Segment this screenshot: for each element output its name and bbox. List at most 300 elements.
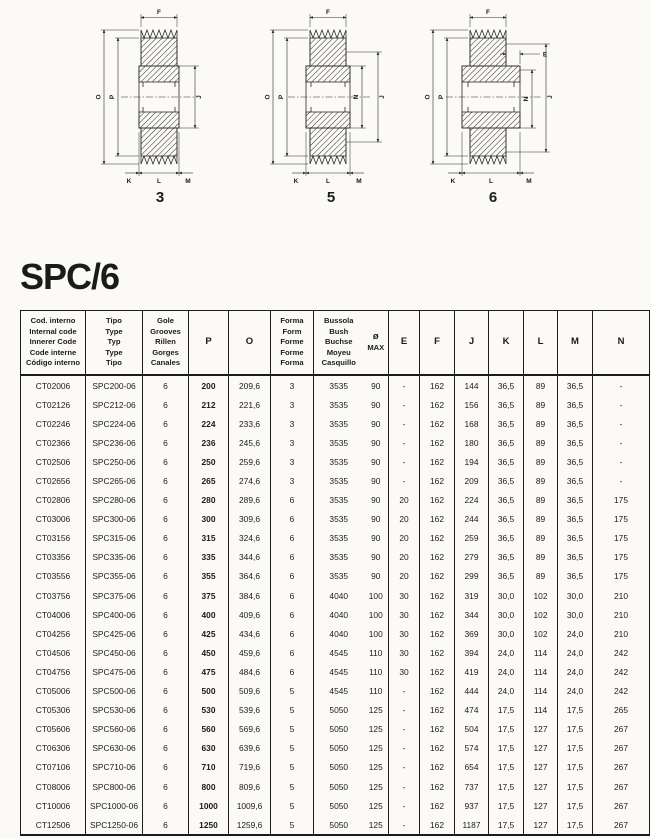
pulley-section-diagram [408,6,578,189]
table-cell: 127 [524,796,558,815]
table-cell: 6 [143,510,189,529]
table-cell: 3 [271,433,314,452]
table-cell: 156 [455,395,489,414]
table-cell: 125 [368,819,383,830]
table-cell: 6 [271,491,314,510]
table-cell: 3535 [314,567,364,586]
table-cell: CT02126 [35,399,71,410]
table-cell: 36,5 [489,395,524,414]
table-cell: 530 [189,701,229,720]
table-cell: CT07106 [35,762,71,773]
dim-label-f: F [157,9,161,16]
table-cell: 5050 [314,777,364,796]
spec-table-container [20,310,649,836]
table-cell: 127 [524,739,558,758]
table-cell: 127 [524,777,558,796]
table-cell: 114 [524,682,558,701]
table-cell: 30 [389,662,420,681]
table-cell: 3535 [314,414,364,433]
table-cell: 36,5 [558,452,593,471]
table-cell: 6 [271,548,314,567]
table-cell: 36,5 [489,414,524,433]
table-cell: 5050 [314,720,364,739]
table-cell: 3535 [314,375,364,395]
col-header-p: P [189,311,229,376]
table-cell: 6 [143,643,189,662]
table-cell: 5 [271,739,314,758]
table-cell: 3 [271,471,314,490]
table-cell: 175 [593,529,650,548]
table-cell: CT12506 [35,819,71,830]
table-cell: 6 [271,662,314,681]
table-row [21,414,650,433]
table-cell: 444 [455,682,489,701]
dim-label-k: K [450,178,456,185]
table-cell: SPC400-06 [86,605,143,624]
table-row [21,701,650,720]
table-cell: - [593,471,650,490]
table-row [21,605,650,624]
table-cell: 36,5 [489,529,524,548]
table-cell: CT02806 [35,495,71,506]
table-cell: 450 [189,643,229,662]
table-cell: 20 [389,510,420,529]
table-cell: 233,6 [229,414,271,433]
table-cell: 267 [593,815,650,835]
table-cell: 315 [189,529,229,548]
table-cell: 5 [271,796,314,815]
table-cell: 6 [143,433,189,452]
table-cell: 110 [369,686,383,697]
table-cell: 89 [524,433,558,452]
table-cell: 569,6 [229,720,271,739]
col-header-diameter-max: ø MAX [364,311,389,376]
table-row [21,758,650,777]
table-cell: SPC315-06 [86,529,143,548]
table-cell: 319 [455,586,489,605]
table-cell: 394 [455,643,489,662]
table-cell: - [389,815,420,835]
table-cell: 90 [371,437,381,448]
table-cell: CT02246 [35,418,71,429]
table-cell: 375 [189,586,229,605]
table-cell: 125 [368,743,383,754]
table-cell: 36,5 [489,452,524,471]
table-cell: 36,5 [558,567,593,586]
table-cell: 5050 [314,739,364,758]
table-cell: - [389,796,420,815]
table-cell: 279 [455,548,489,567]
table-cell: 250 [189,452,229,471]
table-cell: 344 [455,605,489,624]
table-cell: SPC530-06 [86,701,143,720]
col-header-e: E [389,311,420,376]
table-cell: 344,6 [229,548,271,567]
table-cell: 102 [524,624,558,643]
table-cell: 265 [593,701,650,720]
table-cell: 6 [143,701,189,720]
table-cell: SPC236-06 [86,433,143,452]
table-cell: SPC475-06 [86,662,143,681]
table-cell: 20 [389,491,420,510]
table-cell: 89 [524,548,558,567]
table-cell: 419 [455,662,489,681]
table-cell: 30,0 [558,586,593,605]
table-cell: 17,5 [558,758,593,777]
table-cell: 162 [420,510,455,529]
table-cell: - [389,375,420,395]
col-header-f: F [420,311,455,376]
table-cell: 36,5 [489,548,524,567]
table-cell: 800 [189,777,229,796]
table-cell: SPC710-06 [86,758,143,777]
table-cell: 5 [271,758,314,777]
table-cell: 504 [455,720,489,739]
table-cell: 259,6 [229,452,271,471]
dim-label-k: K [293,178,299,185]
table-cell: SPC630-06 [86,739,143,758]
table-cell: 162 [420,777,455,796]
table-cell: 36,5 [558,548,593,567]
table-cell: 17,5 [489,701,524,720]
table-cell: 242 [593,662,650,681]
table-cell: 89 [524,491,558,510]
table-cell: - [389,471,420,490]
table-cell: 500 [189,682,229,701]
table-cell: CT02006 [35,380,71,391]
dim-label-f: F [486,9,490,16]
table-row [21,510,650,529]
table-cell: 209 [455,471,489,490]
table-cell: CT05606 [35,724,71,735]
col-header-k: K [489,311,524,376]
table-cell: 162 [420,567,455,586]
dim-label-n: N [523,96,530,102]
table-cell: 24,0 [558,643,593,662]
dim-label-p: P [109,94,116,100]
table-row [21,471,650,490]
table-cell: CT04506 [35,647,71,658]
col-header-n: N [593,311,650,376]
table-cell: - [593,395,650,414]
table-cell: SPC450-06 [86,643,143,662]
table-cell: 6 [143,815,189,835]
table-cell: 224 [455,491,489,510]
spec-table [20,310,650,836]
table-cell: 17,5 [558,720,593,739]
table-cell: 210 [593,586,650,605]
table-cell: 90 [371,456,381,467]
table-cell: 110 [369,647,383,658]
table-cell: 89 [524,395,558,414]
form-number: 3 [155,189,165,206]
table-cell: 4040 [314,624,364,643]
table-cell: 6 [271,605,314,624]
table-cell: 639,6 [229,739,271,758]
table-cell: 6 [143,662,189,681]
table-cell: 267 [593,777,650,796]
table-cell: 180 [455,433,489,452]
table-cell: - [593,452,650,471]
table-cell: 17,5 [558,796,593,815]
table-cell: 6 [143,491,189,510]
table-cell: 90 [371,571,381,582]
table-cell: 5 [271,720,314,739]
table-cell: SPC1250-06 [86,815,143,835]
table-cell: CT03556 [35,571,71,582]
table-cell: CT03156 [35,533,71,544]
table-cell: 24,0 [489,643,524,662]
table-cell: 24,0 [558,624,593,643]
table-cell: 89 [524,567,558,586]
table-cell: SPC355-06 [86,567,143,586]
table-cell: 1259,6 [229,815,271,835]
table-cell: 168 [455,414,489,433]
table-cell: 937 [455,796,489,815]
table-cell: 162 [420,815,455,835]
table-cell: 4545 [314,643,364,662]
table-cell: 280 [189,491,229,510]
table-cell: 324,6 [229,529,271,548]
table-cell: 3535 [314,433,364,452]
table-cell: 89 [524,471,558,490]
table-cell: 125 [368,781,383,792]
table-cell: 409,6 [229,605,271,624]
col-header-code: Cod. interno Internal code Innerer Code Code interne Código interno [21,311,86,376]
table-cell: 1009,6 [229,796,271,815]
table-cell: 162 [420,433,455,452]
table-cell: 6 [143,605,189,624]
col-header-m: M [558,311,593,376]
table-cell: 125 [368,762,383,773]
table-cell: 425 [189,624,229,643]
table-cell: 6 [143,548,189,567]
table-cell: 355 [189,567,229,586]
col-header-bush: Bussola Bush Buchse Moyeu Casquillo [314,311,364,376]
table-cell: 224 [189,414,229,433]
table-row [21,643,650,662]
table-cell: 4040 [314,586,364,605]
dim-label-m: M [526,178,532,185]
table-cell: 30,0 [489,605,524,624]
table-cell: 267 [593,796,650,815]
table-cell: 125 [368,705,383,716]
table-cell: 175 [593,491,650,510]
table-cell: 175 [593,548,650,567]
table-cell: - [389,739,420,758]
table-cell: 36,5 [558,433,593,452]
table-cell: CT03006 [35,514,71,525]
table-cell: 162 [420,471,455,490]
table-cell: 162 [420,720,455,739]
form-number: 6 [488,189,498,206]
table-cell: 17,5 [558,739,593,758]
table-cell: CT08006 [35,781,71,792]
col-header-type: Tipo Type Typ Type Tipo [86,311,143,376]
table-cell: 809,6 [229,777,271,796]
table-cell: 6 [143,567,189,586]
table-cell: 6 [143,682,189,701]
table-cell: CT04256 [35,628,71,639]
table-cell: 36,5 [489,433,524,452]
table-cell: 3 [271,414,314,433]
dim-label-k: K [126,178,132,185]
pulley-form-6-figure [408,6,578,206]
table-cell: 110 [369,666,383,677]
table-row [21,815,650,835]
table-row [21,662,650,681]
table-cell: 6 [143,796,189,815]
table-cell: 3535 [314,395,364,414]
table-cell: - [389,433,420,452]
dim-label-n: N [353,94,360,100]
table-cell: 90 [371,533,381,544]
table-cell: 36,5 [558,375,593,395]
table-cell: - [593,414,650,433]
table-cell: 434,6 [229,624,271,643]
table-cell: 30 [389,643,420,662]
table-cell: 30 [389,605,420,624]
col-header-o: O [229,311,271,376]
dim-label-o: O [424,94,432,100]
table-cell: 6 [143,624,189,643]
table-cell: 654 [455,758,489,777]
table-cell: 30,0 [489,624,524,643]
table-cell: 364,6 [229,567,271,586]
table-cell: 125 [368,724,383,735]
dim-label-j: J [547,95,554,99]
table-row [21,720,650,739]
table-cell: 212 [189,395,229,414]
table-cell: 90 [371,495,381,506]
table-cell: 17,5 [558,815,593,835]
table-cell: 36,5 [558,529,593,548]
table-cell: CT05306 [35,705,71,716]
table-cell: - [389,414,420,433]
pulley-form-5-figure [246,6,416,206]
dim-label-l: L [489,178,493,185]
table-cell: SPC500-06 [86,682,143,701]
table-cell: 459,6 [229,643,271,662]
table-cell: 267 [593,758,650,777]
table-cell: 90 [371,514,381,525]
table-row [21,567,650,586]
table-cell: 4545 [314,682,364,701]
table-row [21,777,650,796]
table-cell: 475 [189,662,229,681]
table-cell: - [389,682,420,701]
table-cell: 162 [420,414,455,433]
table-cell: 30,0 [558,605,593,624]
table-row [21,529,650,548]
table-cell: 1250 [189,815,229,835]
table-cell: 200 [189,375,229,395]
col-header-j: J [455,311,489,376]
table-cell: 36,5 [558,414,593,433]
table-cell: SPC265-06 [86,471,143,490]
table-cell: - [593,433,650,452]
table-cell: - [389,720,420,739]
table-cell: SPC425-06 [86,624,143,643]
table-cell: 335 [189,548,229,567]
table-cell: 127 [524,720,558,739]
table-cell: 162 [420,643,455,662]
table-cell: 737 [455,777,489,796]
table-cell: 36,5 [489,375,524,395]
header-row [21,311,650,376]
table-cell: 162 [420,452,455,471]
table-row [21,452,650,471]
table-cell: 36,5 [558,471,593,490]
table-cell: 5 [271,815,314,835]
table-row [21,682,650,701]
table-row [21,395,650,414]
col-header-grooves: Gole Grooves Rillen Gorges Canales [143,311,189,376]
table-cell: 6 [271,510,314,529]
table-cell: 36,5 [558,395,593,414]
table-cell: 474 [455,701,489,720]
table-cell: 162 [420,624,455,643]
table-cell: - [389,701,420,720]
table-cell: 309,6 [229,510,271,529]
page-title: SPC/6 [20,256,120,297]
table-cell: 89 [524,452,558,471]
table-cell: 299 [455,567,489,586]
dim-label-p: P [278,94,285,100]
table-cell: 719,6 [229,758,271,777]
table-cell: 274,6 [229,471,271,490]
dim-label-p: P [438,94,445,100]
table-cell: 6 [271,567,314,586]
table-cell: 162 [420,395,455,414]
table-cell: 1000 [189,796,229,815]
table-cell: 89 [524,375,558,395]
table-cell: CT06306 [35,743,71,754]
table-cell: 194 [455,452,489,471]
table-cell: 36,5 [489,471,524,490]
table-cell: SPC212-06 [86,395,143,414]
table-cell: 17,5 [489,758,524,777]
dim-label-j: J [196,95,203,99]
dim-label-o: O [95,94,103,100]
table-cell: 162 [420,758,455,777]
table-cell: 114 [524,662,558,681]
table-cell: 209,6 [229,375,271,395]
table-cell: 509,6 [229,682,271,701]
table-cell: 162 [420,529,455,548]
table-cell: 30 [389,624,420,643]
table-cell: 1187 [455,815,489,835]
table-cell: 17,5 [558,777,593,796]
table-cell: 17,5 [489,777,524,796]
table-cell: 369 [455,624,489,643]
table-cell: 100 [368,609,383,620]
table-cell: CT05006 [35,686,71,697]
table-cell: 89 [524,414,558,433]
table-cell: CT03756 [35,590,71,601]
table-cell: 6 [143,395,189,414]
table-cell: 539,6 [229,701,271,720]
table-cell: 5 [271,777,314,796]
table-cell: 17,5 [489,720,524,739]
table-cell: CT02506 [35,456,71,467]
dim-label-l: L [157,178,161,185]
table-cell: CT02366 [35,437,71,448]
table-row [21,739,650,758]
table-row [21,586,650,605]
table-cell: SPC250-06 [86,452,143,471]
table-cell: 114 [524,643,558,662]
